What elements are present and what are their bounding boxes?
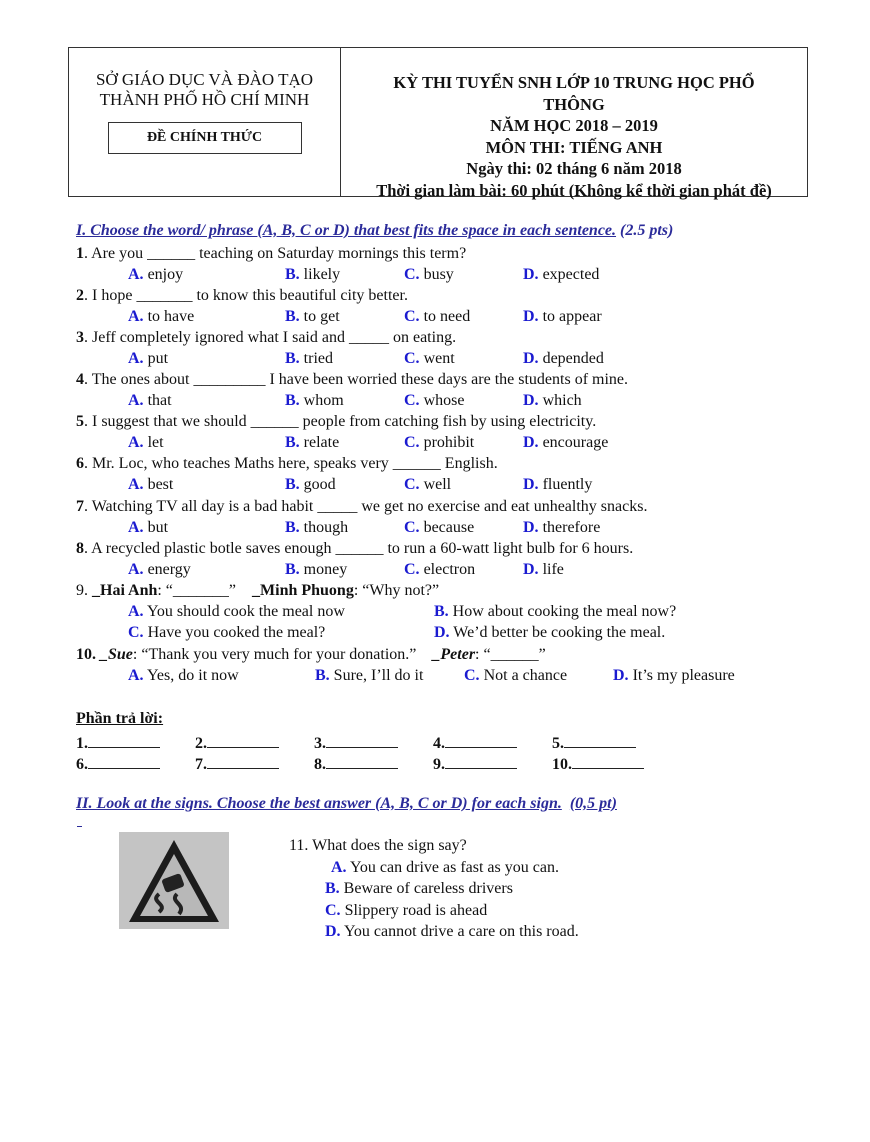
question-number: 5 bbox=[76, 413, 84, 430]
exam-date: Ngày thi: 02 tháng 6 năm 2018 bbox=[466, 159, 682, 178]
section-1-title bbox=[76, 222, 673, 240]
option-d[interactable]: D. You cannot drive a care on this road. bbox=[325, 923, 579, 940]
question-text-before: . Are you bbox=[84, 245, 148, 262]
question-number: 10. bbox=[76, 646, 100, 663]
answer-field-5[interactable]: 5. bbox=[552, 733, 636, 753]
question-7-options bbox=[128, 518, 728, 538]
answer-blank: _________ bbox=[193, 371, 266, 388]
question-4-options bbox=[128, 391, 728, 411]
question-8-options bbox=[128, 560, 728, 580]
question-5 bbox=[76, 412, 596, 432]
speaker-1: _Hai Anh bbox=[92, 582, 158, 599]
option-b[interactable]: B. Sure, I’ll do it bbox=[315, 667, 424, 684]
section-2-title bbox=[76, 795, 617, 813]
question-number: 3 bbox=[76, 329, 84, 346]
option-a[interactable]: A. You can drive as fast as you can. bbox=[331, 858, 559, 876]
option-c[interactable]: C. prohibit bbox=[404, 434, 475, 451]
answer-blank: _____ bbox=[317, 498, 358, 515]
question-text-before: . A recycled plastic botle saves enough bbox=[84, 540, 336, 557]
option-c[interactable]: C. busy bbox=[404, 266, 454, 283]
question-10 bbox=[76, 645, 546, 665]
question-4 bbox=[76, 370, 628, 390]
answer-line[interactable] bbox=[207, 733, 279, 748]
question-11 bbox=[289, 835, 579, 943]
question-3-options bbox=[128, 349, 728, 369]
exam-title-line-1: KỲ THI TUYỂN SNH LỚP 10 TRUNG HỌC PHỔ bbox=[393, 73, 755, 92]
option-c[interactable]: C. because bbox=[404, 519, 475, 536]
question-6 bbox=[76, 454, 498, 474]
question-text-before: . Mr. Loc, who teaches Maths here, speaks very bbox=[84, 455, 393, 472]
question-text-before: . Jeff completely ignored what I said and bbox=[84, 329, 349, 346]
option-d[interactable]: D. to appear bbox=[523, 308, 602, 325]
department-line-2: THÀNH PHỐ HỒ CHÍ MINH bbox=[99, 90, 310, 109]
answer-field-8[interactable]: 8. bbox=[314, 754, 398, 774]
question-number: 6 bbox=[76, 455, 84, 472]
option-d[interactable]: D. life bbox=[523, 561, 564, 578]
option-c[interactable]: C. Have you cooked the meal? bbox=[128, 624, 326, 641]
official-label: ĐỀ CHÍNH THỨC bbox=[108, 122, 302, 154]
subject: MÔN THI: TIẾNG ANH bbox=[485, 137, 663, 157]
option-b[interactable]: B. good bbox=[285, 476, 336, 493]
sign-image bbox=[119, 832, 229, 929]
answer-field-2[interactable]: 2. bbox=[195, 733, 279, 753]
answer-blank: ______ bbox=[147, 245, 196, 262]
speaker-1: _Sue bbox=[100, 646, 133, 663]
question-2 bbox=[76, 286, 408, 306]
question-text-after: on eating. bbox=[388, 329, 457, 346]
question-1-options bbox=[128, 265, 728, 285]
section-1-instruction: I. Choose the word/ phrase (A, B, C or D) that best fits the space in each sentence. bbox=[76, 222, 617, 239]
question-text-before: . I hope bbox=[84, 287, 137, 304]
option-a[interactable]: A. that bbox=[128, 392, 172, 409]
answer-line[interactable] bbox=[88, 733, 160, 748]
option-c[interactable]: C. well bbox=[404, 476, 452, 493]
speaker-2: _Minh Phuong bbox=[252, 582, 354, 599]
question-10-options bbox=[128, 666, 788, 686]
answer-field-6[interactable]: 6. bbox=[76, 754, 160, 774]
option-a[interactable]: A. put bbox=[128, 350, 169, 367]
option-a[interactable]: A. best bbox=[128, 476, 174, 493]
question-text-after: English. bbox=[440, 455, 498, 472]
question-number: 1 bbox=[76, 245, 84, 262]
question-text-after: to run a 60-watt light bulb for 6 hours. bbox=[383, 540, 634, 557]
question-7 bbox=[76, 497, 647, 517]
option-a[interactable]: A. let bbox=[128, 434, 164, 451]
speaker-1-line: : “Thank you very much for your donation.” bbox=[132, 646, 433, 663]
option-a[interactable]: A. You should cook the meal now bbox=[128, 603, 345, 620]
answer-field-9[interactable]: 9. bbox=[433, 754, 517, 774]
question-3 bbox=[76, 328, 456, 348]
option-a[interactable]: A. Yes, do it now bbox=[128, 667, 239, 684]
question-9-options-row-1 bbox=[128, 602, 788, 622]
department-block bbox=[69, 48, 341, 196]
speaker-2: _Peter bbox=[432, 646, 476, 663]
option-a[interactable]: A. but bbox=[128, 519, 169, 536]
option-b[interactable]: B. likely bbox=[285, 266, 341, 283]
question-5-options bbox=[128, 433, 728, 453]
answer-blank: _____ bbox=[348, 329, 389, 346]
section-2-instruction: II. Look at the signs. Choose the best answer (A, B, C or D) for each sign. bbox=[76, 795, 562, 812]
decorative-dash bbox=[77, 826, 82, 827]
speaker-2-line: : “______” bbox=[475, 646, 546, 663]
department-line-1: SỞ GIÁO DỤC VÀ ĐÀO TẠO bbox=[95, 70, 314, 89]
answer-line[interactable] bbox=[564, 733, 636, 748]
option-d[interactable]: D. therefore bbox=[523, 519, 601, 536]
question-2-options bbox=[128, 307, 728, 327]
question-text-before: . The ones about bbox=[84, 371, 194, 388]
option-b[interactable]: B. though bbox=[285, 519, 349, 536]
question-number: 4 bbox=[76, 371, 84, 388]
answer-field-7[interactable]: 7. bbox=[195, 754, 279, 774]
option-b[interactable]: B. money bbox=[285, 561, 348, 578]
option-a[interactable]: A. enjoy bbox=[128, 266, 184, 283]
option-a[interactable]: A. to have bbox=[128, 308, 195, 325]
question-9 bbox=[76, 581, 439, 601]
question-text-after: teaching on Saturday mornings this term? bbox=[195, 245, 467, 262]
question-text-after: to know this beautiful city better. bbox=[192, 287, 408, 304]
option-b[interactable]: B. Beware of careless drivers bbox=[325, 880, 513, 897]
question-number: 7 bbox=[76, 498, 84, 515]
question-number: 8 bbox=[76, 540, 84, 557]
option-c[interactable]: C. electron bbox=[404, 561, 476, 578]
exam-header bbox=[68, 47, 808, 200]
option-d[interactable]: D. We’d better be cooking the meal. bbox=[434, 624, 666, 641]
question-11-text: 11. What does the sign say? bbox=[289, 837, 467, 854]
option-d[interactable]: D. encourage bbox=[523, 434, 609, 451]
question-text-after: people from catching fish by using electricity. bbox=[298, 413, 597, 430]
section-2-points: (0,5 pt) bbox=[569, 795, 617, 812]
answer-blank: ______ bbox=[250, 413, 299, 430]
answer-blank: _______ bbox=[136, 287, 193, 304]
answer-line[interactable] bbox=[572, 754, 644, 769]
answer-line[interactable] bbox=[445, 733, 517, 748]
answer-line[interactable] bbox=[207, 754, 279, 769]
answer-blank: ______ bbox=[335, 540, 384, 557]
option-c[interactable]: C. went bbox=[404, 350, 455, 367]
question-text-after: we get no exercise and eat unhealthy snacks. bbox=[357, 498, 648, 515]
question-9-options-row-2 bbox=[128, 623, 788, 643]
answer-field-3[interactable]: 3. bbox=[314, 733, 398, 753]
speaker-1-line: : “_______” bbox=[157, 582, 253, 599]
speaker-2-line: : “Why not?” bbox=[353, 582, 440, 599]
exam-info-block bbox=[341, 48, 807, 200]
option-d[interactable]: D. fluently bbox=[523, 476, 593, 493]
question-text-before: . Watching TV all day is a bad habit bbox=[84, 498, 318, 515]
answer-line[interactable] bbox=[445, 754, 517, 769]
option-a[interactable]: A. energy bbox=[128, 561, 191, 578]
option-c[interactable]: C. whose bbox=[404, 392, 465, 409]
answer-field-4[interactable]: 4. bbox=[433, 733, 517, 753]
answer-field-1[interactable]: 1. bbox=[76, 733, 160, 753]
answer-sheet-title: Phần trả lời: bbox=[76, 710, 164, 727]
answer-line[interactable] bbox=[326, 754, 398, 769]
slippery-road-sign-icon bbox=[119, 832, 229, 929]
option-d[interactable]: D. It’s my pleasure bbox=[613, 667, 735, 684]
question-number: 2 bbox=[76, 287, 84, 304]
exam-title-line-2: THÔNG bbox=[543, 94, 605, 114]
option-d[interactable]: D. expected bbox=[523, 266, 600, 283]
option-c[interactable]: C. to need bbox=[404, 308, 471, 325]
school-year: NĂM HỌC 2018 – 2019 bbox=[490, 116, 658, 135]
answer-line[interactable] bbox=[88, 754, 160, 769]
question-6-options bbox=[128, 475, 728, 495]
option-d[interactable]: D. which bbox=[523, 392, 582, 409]
option-b[interactable]: B. whom bbox=[285, 392, 344, 409]
option-c[interactable]: C. Slippery road is ahead bbox=[325, 901, 488, 919]
question-1 bbox=[76, 244, 466, 264]
option-b[interactable]: B. to get bbox=[285, 308, 340, 325]
option-b[interactable]: B. tried bbox=[285, 350, 333, 367]
answer-line[interactable] bbox=[326, 733, 398, 748]
duration: Thời gian làm bài: 60 phút (Không kể thời gian phát đề) bbox=[376, 180, 772, 200]
option-d[interactable]: D. depended bbox=[523, 350, 604, 367]
answer-field-10[interactable]: 10. bbox=[552, 754, 644, 774]
question-text-after: I have been worried these days are the students of mine. bbox=[265, 371, 629, 388]
option-b[interactable]: B. relate bbox=[285, 434, 340, 451]
answer-blank: ______ bbox=[392, 455, 441, 472]
question-text-before: . I suggest that we should bbox=[84, 413, 251, 430]
question-8 bbox=[76, 539, 633, 559]
option-c[interactable]: C. Not a chance bbox=[464, 667, 568, 684]
question-number: 9. bbox=[76, 582, 92, 599]
option-b[interactable]: B. How about cooking the meal now? bbox=[434, 603, 677, 620]
section-1-points: (2.5 pts) bbox=[620, 222, 674, 239]
